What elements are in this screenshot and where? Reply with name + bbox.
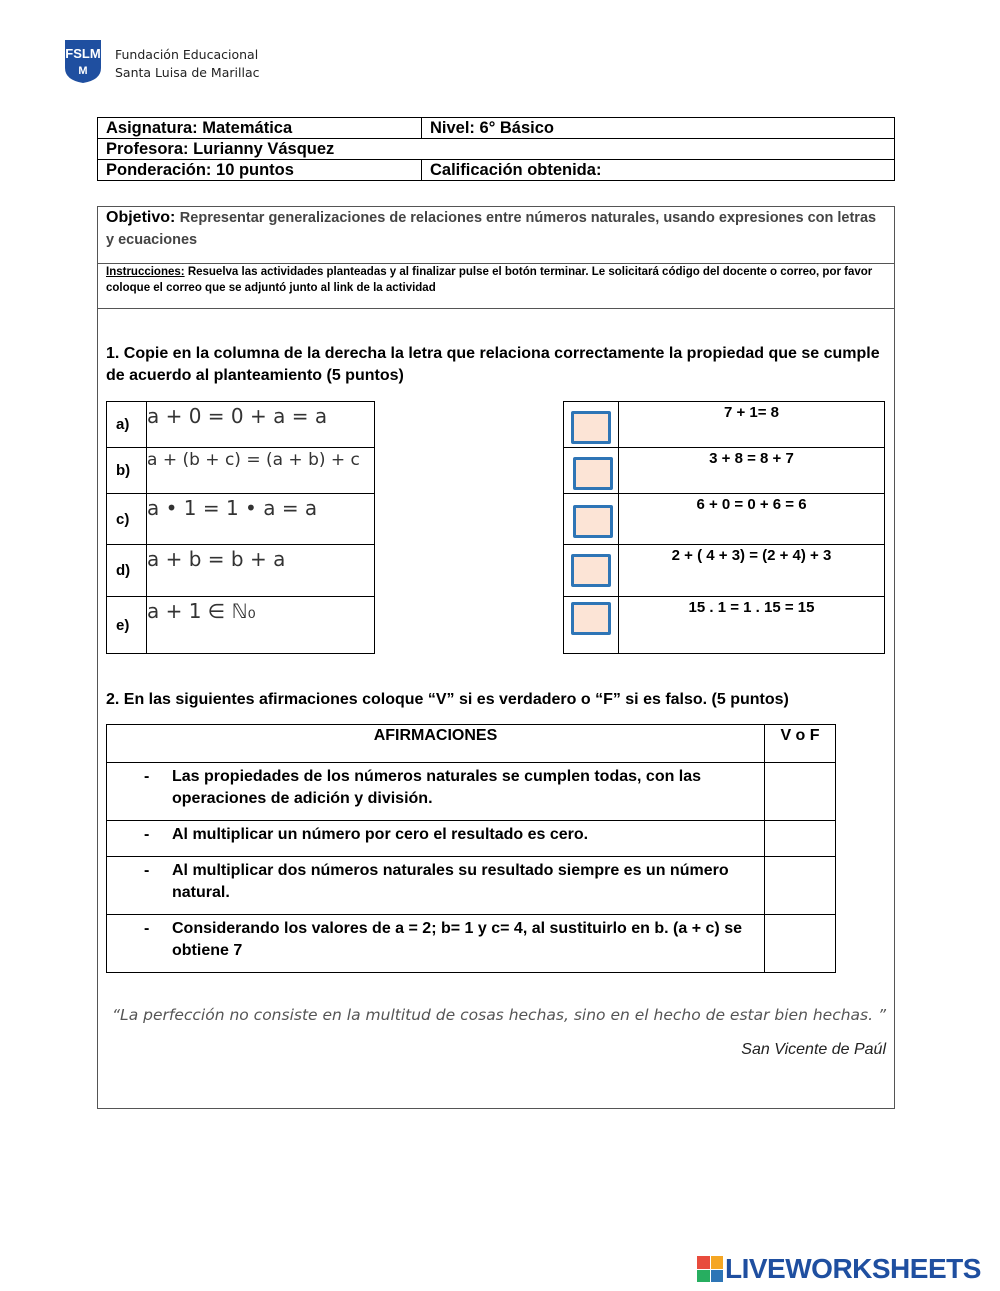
property-expression: a + 1 ∈ ℕ₀ (147, 597, 375, 654)
property-letter: e) (107, 597, 147, 654)
examples-table (563, 401, 885, 654)
quote-text: “La perfección no consiste en la multitud de cosas hechas, sino en el hecho de estar bien hechas. ” (112, 1006, 886, 1024)
subject-cell: Asignatura: Matemática (98, 118, 422, 139)
statement-row (107, 915, 765, 973)
vf-answer-input[interactable] (765, 857, 836, 915)
example-expression: 6 + 0 = 0 + 6 = 6 (619, 494, 885, 545)
organization-name (115, 46, 259, 82)
answer-input[interactable] (573, 505, 613, 538)
property-expression: a • 1 = 1 • a = a (147, 494, 375, 545)
svg-text:M: M (78, 65, 88, 77)
example-expression: 7 + 1= 8 (619, 402, 885, 448)
statement-text: Las propiedades de los números naturales se cumplen todas, con las operaciones de adición y división. (172, 768, 702, 807)
property-letter: c) (107, 494, 147, 545)
true-false-table (106, 724, 836, 973)
vf-header: V o F (765, 725, 836, 763)
objective-label: Objetivo: (106, 209, 176, 226)
bullet: - (144, 826, 150, 843)
statement-text: Al multiplicar un número por cero el resultado es cero. (172, 826, 589, 843)
info-table (97, 117, 895, 181)
weight-cell: Ponderación: 10 puntos (98, 160, 422, 181)
teacher-cell: Profesora: Lurianny Vásquez (98, 139, 895, 160)
statement-text: Considerando los valores de a = 2; b= 1 y c= 4, al sustituirlo en b. (a + c) se obtiene 7 (172, 920, 742, 959)
instructions (106, 264, 886, 296)
property-expression: a + (b + c) = (a + b) + c (147, 448, 375, 494)
answer-input[interactable] (571, 411, 611, 444)
vf-answer-input[interactable] (765, 915, 836, 973)
liveworksheets-icon (697, 1256, 723, 1282)
property-letter: b) (107, 448, 147, 494)
liveworksheets-logo-text: LIVEWORKSHEETS (725, 1253, 981, 1284)
divider (97, 308, 895, 309)
icon-square (711, 1270, 724, 1283)
answer-input[interactable] (571, 554, 611, 587)
answer-cell (564, 597, 619, 654)
vf-answer-input[interactable] (765, 763, 836, 821)
icon-square (697, 1256, 710, 1269)
liveworksheets-brand (697, 1253, 981, 1285)
answer-cell (564, 448, 619, 494)
question-1-title: 1. Copie en la columna de la derecha la letra que relaciona correctamente la propiedad que se cumple de acuerdo al planteamiento (5 puntos) (106, 345, 880, 384)
example-expression: 2 + ( 4 + 3) = (2 + 4) + 3 (619, 545, 885, 597)
level-cell: Nivel: 6° Básico (422, 118, 895, 139)
answer-input[interactable] (573, 457, 613, 490)
grade-cell: Calificación obtenida: (422, 160, 895, 181)
org-line-2: Santa Luisa de Marillac (115, 65, 260, 80)
statement-text: Al multiplicar dos números naturales su resultado siempre es un número natural. (172, 862, 729, 901)
activity-box (97, 206, 895, 1109)
statement-row (107, 763, 765, 821)
property-letter: a) (107, 402, 147, 448)
example-expression: 3 + 8 = 8 + 7 (619, 448, 885, 494)
school-logo (63, 38, 103, 84)
vf-answer-input[interactable] (765, 821, 836, 857)
answer-cell (564, 402, 619, 448)
instructions-text: Resuelva las actividades planteadas y al finalizar pulse el botón terminar. Le solicitará código del docente o correo, por favor coloque el correo que se adjuntó junto al link de la actividad (106, 266, 873, 294)
icon-square (697, 1270, 710, 1283)
answer-input[interactable] (571, 602, 611, 635)
icon-square (711, 1256, 724, 1269)
properties-table (106, 401, 375, 654)
bullet: - (144, 862, 150, 879)
property-expression: a + 0 = 0 + a = a (147, 402, 375, 448)
statement-row (107, 857, 765, 915)
instructions-label: Instrucciones: (106, 266, 185, 278)
property-letter: d) (107, 545, 147, 597)
answer-cell (564, 545, 619, 597)
property-expression: a + b = b + a (147, 545, 375, 597)
question-2-title: 2. En las siguientes afirmaciones coloque “V” si es verdadero o “F” si es falso. (5 puntos) (106, 691, 789, 708)
example-expression: 15 . 1 = 1 . 15 = 15 (619, 597, 885, 654)
bullet: - (144, 768, 150, 785)
statements-header: AFIRMACIONES (107, 725, 765, 763)
svg-text:FSLM: FSLM (65, 46, 101, 61)
answer-cell (564, 494, 619, 545)
objective (97, 207, 893, 251)
quote-author: San Vicente de Paúl (741, 1041, 886, 1058)
bullet: - (144, 920, 150, 937)
statement-row (107, 821, 765, 857)
objective-text: Representar generalizaciones de relaciones entre números naturales, usando expresiones con letras y ecuaciones (106, 210, 877, 248)
org-line-1: Fundación Educacional (115, 47, 259, 62)
